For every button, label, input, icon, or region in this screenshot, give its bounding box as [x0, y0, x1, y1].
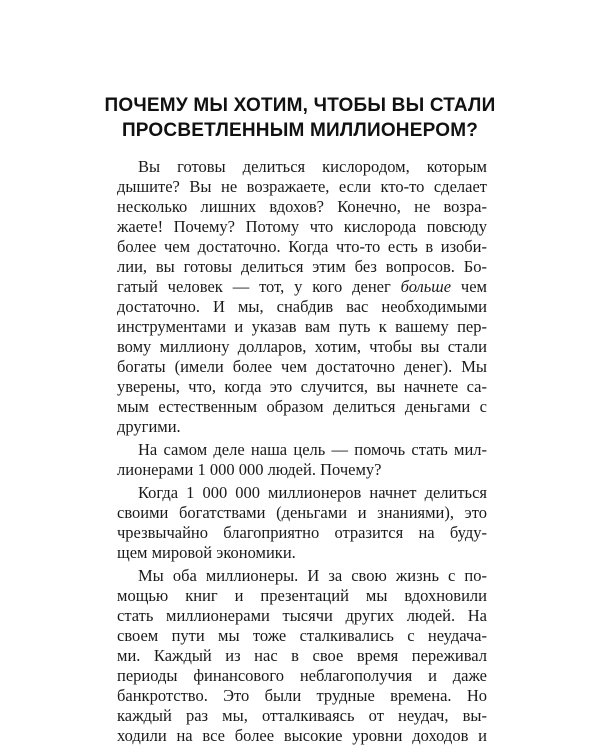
text-line: инструментами и указав вам путь к вашему пер-	[117, 317, 487, 336]
text-line: банкротство. Это были трудные времена. Но	[117, 686, 487, 705]
text-line: жаете! Почему? Потому что кислорода повсюду	[117, 217, 487, 236]
text-line: ходили на все более высокие уровни доходов и	[117, 726, 487, 745]
text-run: чем	[451, 277, 487, 296]
text-line: богаты (имели более чем достаточно денег). Мы	[117, 357, 487, 376]
text-line: достаточно. И мы, снабдив вас необходимыми	[117, 297, 487, 316]
text-line: На самом деле наша цель — помочь стать мил-	[138, 440, 487, 459]
text-line: вому миллиону долларов, хотим, чтобы вы стали	[117, 337, 487, 356]
text-line: лии, вы готовы делиться этим без вопросов. Бо-	[117, 257, 487, 276]
text-line: щем мировой экономики.	[117, 543, 296, 562]
text-line: лионерами 1 000 000 людей. Почему?	[117, 460, 382, 479]
chapter-heading-line-1: ПОЧЕМУ МЫ ХОТИМ, ЧТОБЫ ВЫ СТАЛИ	[104, 95, 496, 116]
text-line: несколько лишних вдохов? Конечно, не возра-	[117, 197, 487, 216]
text-line: своими богатствами (деньгами и знаниями), это	[117, 503, 487, 522]
text-line: мощью книг и презентаций мы вдохновили	[117, 586, 487, 605]
text-line: ми. Каждый из нас в свое время переживал	[117, 646, 487, 665]
chapter-heading-line-2: ПРОСВЕТЛЕННЫМ МИЛЛИОНЕРОМ?	[121, 120, 479, 141]
text-line: дышите? Вы не возражаете, если кто-то сделает	[117, 177, 487, 196]
text-run: гатый человек — тот, у кого денег	[117, 277, 401, 296]
text-line	[117, 277, 487, 297]
text-line: другими.	[117, 417, 181, 436]
text-line: каждый раз мы, отталкиваясь от неудач, вы-	[117, 706, 487, 725]
text-line: Мы оба миллионеры. И за свою жизнь с по-	[138, 566, 487, 585]
text-line: чрезвычайно благоприятно отразится на буду-	[117, 523, 487, 542]
text-line: более чем достаточно. Когда что-то есть в изоби-	[117, 237, 487, 256]
emphasized-word: больше	[400, 277, 452, 296]
text-line: периоды финансового неблагополучия и даже	[117, 666, 487, 685]
text-line: своем пути мы тоже сталкивались с неудача-	[117, 626, 487, 645]
text-line: мым естественным образом делиться деньгами с	[117, 397, 487, 416]
text-line: Вы готовы делиться кислородом, которым	[138, 157, 487, 176]
text-line: стать миллионерами тысячи других людей. На	[117, 606, 487, 625]
text-line: Когда 1 000 000 миллионеров начнет делиться	[138, 483, 487, 502]
text-line: уверены, что, когда это случится, вы начнете са-	[117, 377, 487, 396]
